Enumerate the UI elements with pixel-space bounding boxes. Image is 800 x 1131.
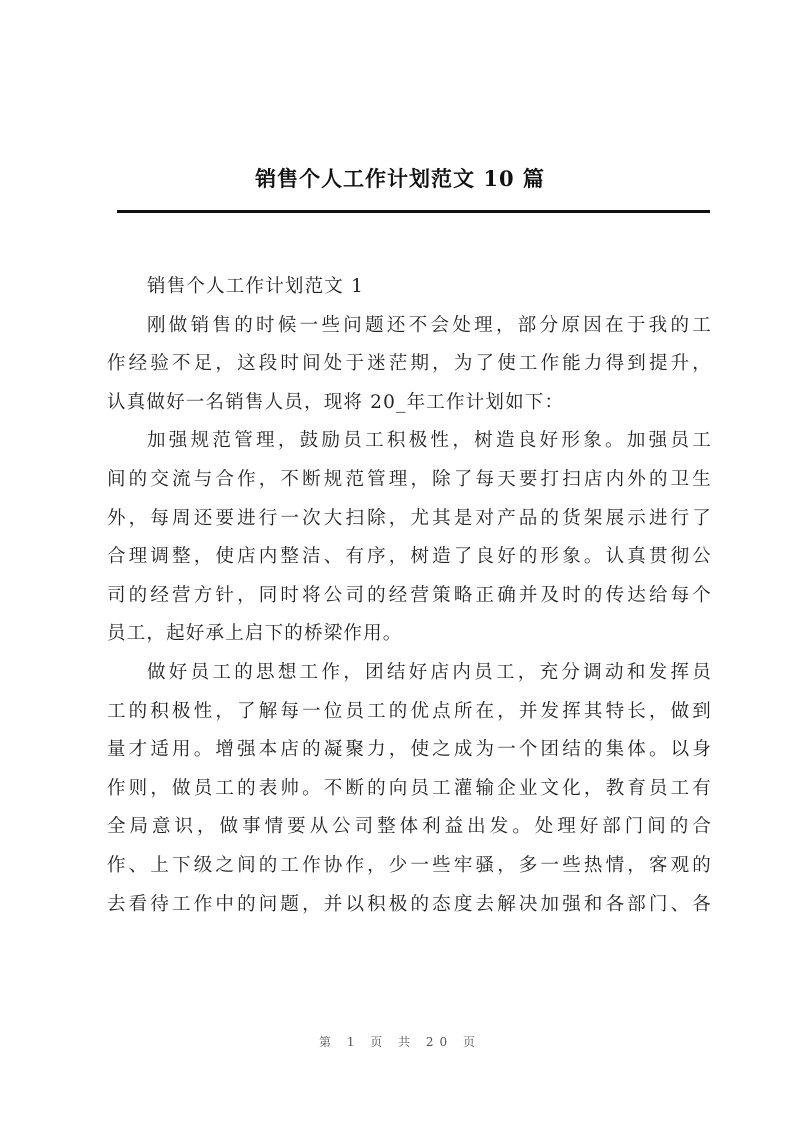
section-heading: 销售个人工作计划范文 1 <box>147 276 365 297</box>
paragraph-line: 刚做销售的时候一些问题还不会处理，部分原因在于我的工 <box>147 314 712 336</box>
paragraph-line: 量才适用。增强本店的凝聚力，使之成为一个团结的集体。以身 <box>107 739 712 761</box>
title-divider <box>117 210 710 213</box>
paragraph-line: 作则，做员工的表帅。不断的向员工灌输企业文化，教育员工有 <box>107 777 712 799</box>
page-number: 第 1 页 共 20 页 <box>319 1035 481 1049</box>
paragraph-line: 间的交流与合作，不断规范管理，除了每天要打扫店内外的卫生 <box>107 468 712 490</box>
paragraph-line: 去看待工作中的问题，并以积极的态度去解决加强和各部门、各 <box>107 893 712 915</box>
paragraph-line: 工的积极性，了解每一位员工的优点所在，并发挥其特长，做到 <box>107 700 712 722</box>
paragraph-line: 作经验不足，这段时间处于迷茫期，为了使工作能力得到提升， <box>107 353 712 375</box>
paragraph-line: 司的经营方针，同时将公司的经营策略正确并及时的传达给每个 <box>107 584 712 606</box>
paragraph-line: 全局意识，做事情要从公司整体利益出发。处理好部门间的合 <box>107 816 712 838</box>
paragraph-line: 员工，起好承上启下的桥梁作用。 <box>107 623 403 645</box>
document-body <box>107 268 712 924</box>
paragraph-line: 认真做好一名销售人员，现将 20_年工作计划如下： <box>107 391 565 413</box>
page-title: 销售个人工作计划范文 10 篇 <box>255 166 545 191</box>
paragraph-line: 外，每周还要进行一次大扫除，尤其是对产品的货架展示进行了 <box>107 507 712 529</box>
paragraph-line: 做好员工的思想工作，团结好店内员工，充分调动和发挥员 <box>147 661 712 683</box>
paragraph-line: 加强规范管理，鼓励员工积极性，树造良好形象。加强员工 <box>147 430 712 452</box>
paragraph-line: 合理调整，使店内整洁、有序，树造了良好的形象。认真贯彻公 <box>107 546 712 568</box>
paragraph-line: 作、上下级之间的工作协作，少一些牢骚，多一些热情，客观的 <box>107 854 712 876</box>
